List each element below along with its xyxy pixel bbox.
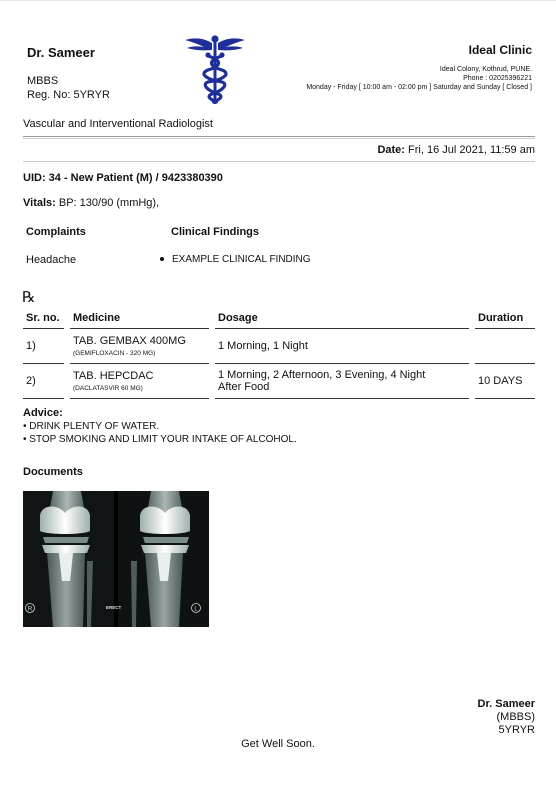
col-dosage: Dosage xyxy=(212,308,472,328)
advice-header: Advice: xyxy=(23,407,63,419)
advice-item: • STOP SMOKING AND LIMIT YOUR INTAKE OF ALCOHOL. xyxy=(23,434,297,445)
table-row xyxy=(23,328,535,363)
xray-label: ERECT xyxy=(106,605,122,610)
xray-image[interactable] xyxy=(23,491,209,627)
duration-cell: 10 DAYS xyxy=(472,363,535,398)
dosage-text: 1 Morning, 2 Afternoon, 3 Evening, 4 Night xyxy=(218,368,426,381)
vitals-value: BP: 130/90 (mmHg), xyxy=(58,197,160,209)
table-row xyxy=(23,363,535,398)
clinic-name: Ideal Clinic xyxy=(468,43,532,57)
doctor-name: Dr. Sameer xyxy=(27,45,95,60)
table-header-row xyxy=(23,308,535,328)
clinical-finding-item xyxy=(160,254,311,265)
bullet-icon xyxy=(160,257,164,261)
signature-name: Dr. Sameer xyxy=(477,698,535,710)
medicine-cell xyxy=(67,363,212,398)
sr-no-cell: 1) xyxy=(23,328,67,363)
clinical-findings-header: Clinical Findings xyxy=(171,226,260,238)
dosage-cell xyxy=(212,363,472,398)
signature-qualification: (MBBS) xyxy=(496,711,535,723)
complaint-item: Headache xyxy=(26,254,77,266)
col-medicine: Medicine xyxy=(67,308,212,328)
header-divider xyxy=(23,136,535,137)
rx-symbol: ℞ xyxy=(22,288,36,306)
vitals xyxy=(23,197,159,209)
clinic-address: Ideal Colony, Kothrud, PUNE. xyxy=(439,66,532,73)
xray-marker-left-text: R xyxy=(27,606,33,613)
closing-message: Get Well Soon. xyxy=(241,738,315,750)
clinical-finding-text: EXAMPLE CLINICAL FINDING xyxy=(172,254,311,265)
doctor-speciality: Vascular and Interventional Radiologist xyxy=(23,118,213,130)
date-value: Fri, 16 Jul 2021, 11:59 am xyxy=(408,144,535,156)
doctor-registration: Reg. No: 5YRYR xyxy=(27,89,110,101)
header-divider-secondary xyxy=(23,138,535,139)
medicine-cell xyxy=(67,328,212,363)
sr-no-cell: 2) xyxy=(23,363,67,398)
medicine-table xyxy=(23,308,535,399)
signature-registration: 5YRYR xyxy=(498,724,535,736)
medicine-name: TAB. HEPCDAC xyxy=(73,369,154,382)
documents-header: Documents xyxy=(23,466,83,478)
dosage-cell xyxy=(212,328,472,363)
date-divider xyxy=(23,161,535,162)
advice-item: • DRINK PLENTY OF WATER. xyxy=(23,421,160,432)
col-duration: Duration xyxy=(472,308,535,328)
clinic-phone: Phone : 02025396221 xyxy=(463,75,532,82)
xray-marker-right-text: L xyxy=(194,606,198,613)
medicine-name: TAB. GEMBAX 400MG xyxy=(73,334,186,347)
vitals-label: Vitals: xyxy=(23,197,56,209)
complaints-header: Complaints xyxy=(26,226,86,238)
date-label: Date: xyxy=(377,144,405,156)
visit-date xyxy=(377,144,535,156)
patient-info: UID: 34 - New Patient (M) / 9423380390 xyxy=(23,172,223,184)
col-sr-no: Sr. no. xyxy=(23,308,67,328)
duration-cell xyxy=(472,328,535,363)
dosage-text: 1 Morning, 1 Night xyxy=(218,339,308,352)
medicine-composition: (GEMIFLOXACIN - 320 MG) xyxy=(73,349,156,357)
dosage-note: After Food xyxy=(218,380,270,393)
medicine-composition: (DACLATASVIR 60 MG) xyxy=(73,384,143,392)
doctor-qualification: MBBS xyxy=(27,75,59,87)
caduceus-icon xyxy=(184,34,246,106)
clinic-hours: Monday - Friday [ 10:00 am - 02:00 pm ] Saturday and Sunday [ Closed ] xyxy=(306,84,532,91)
